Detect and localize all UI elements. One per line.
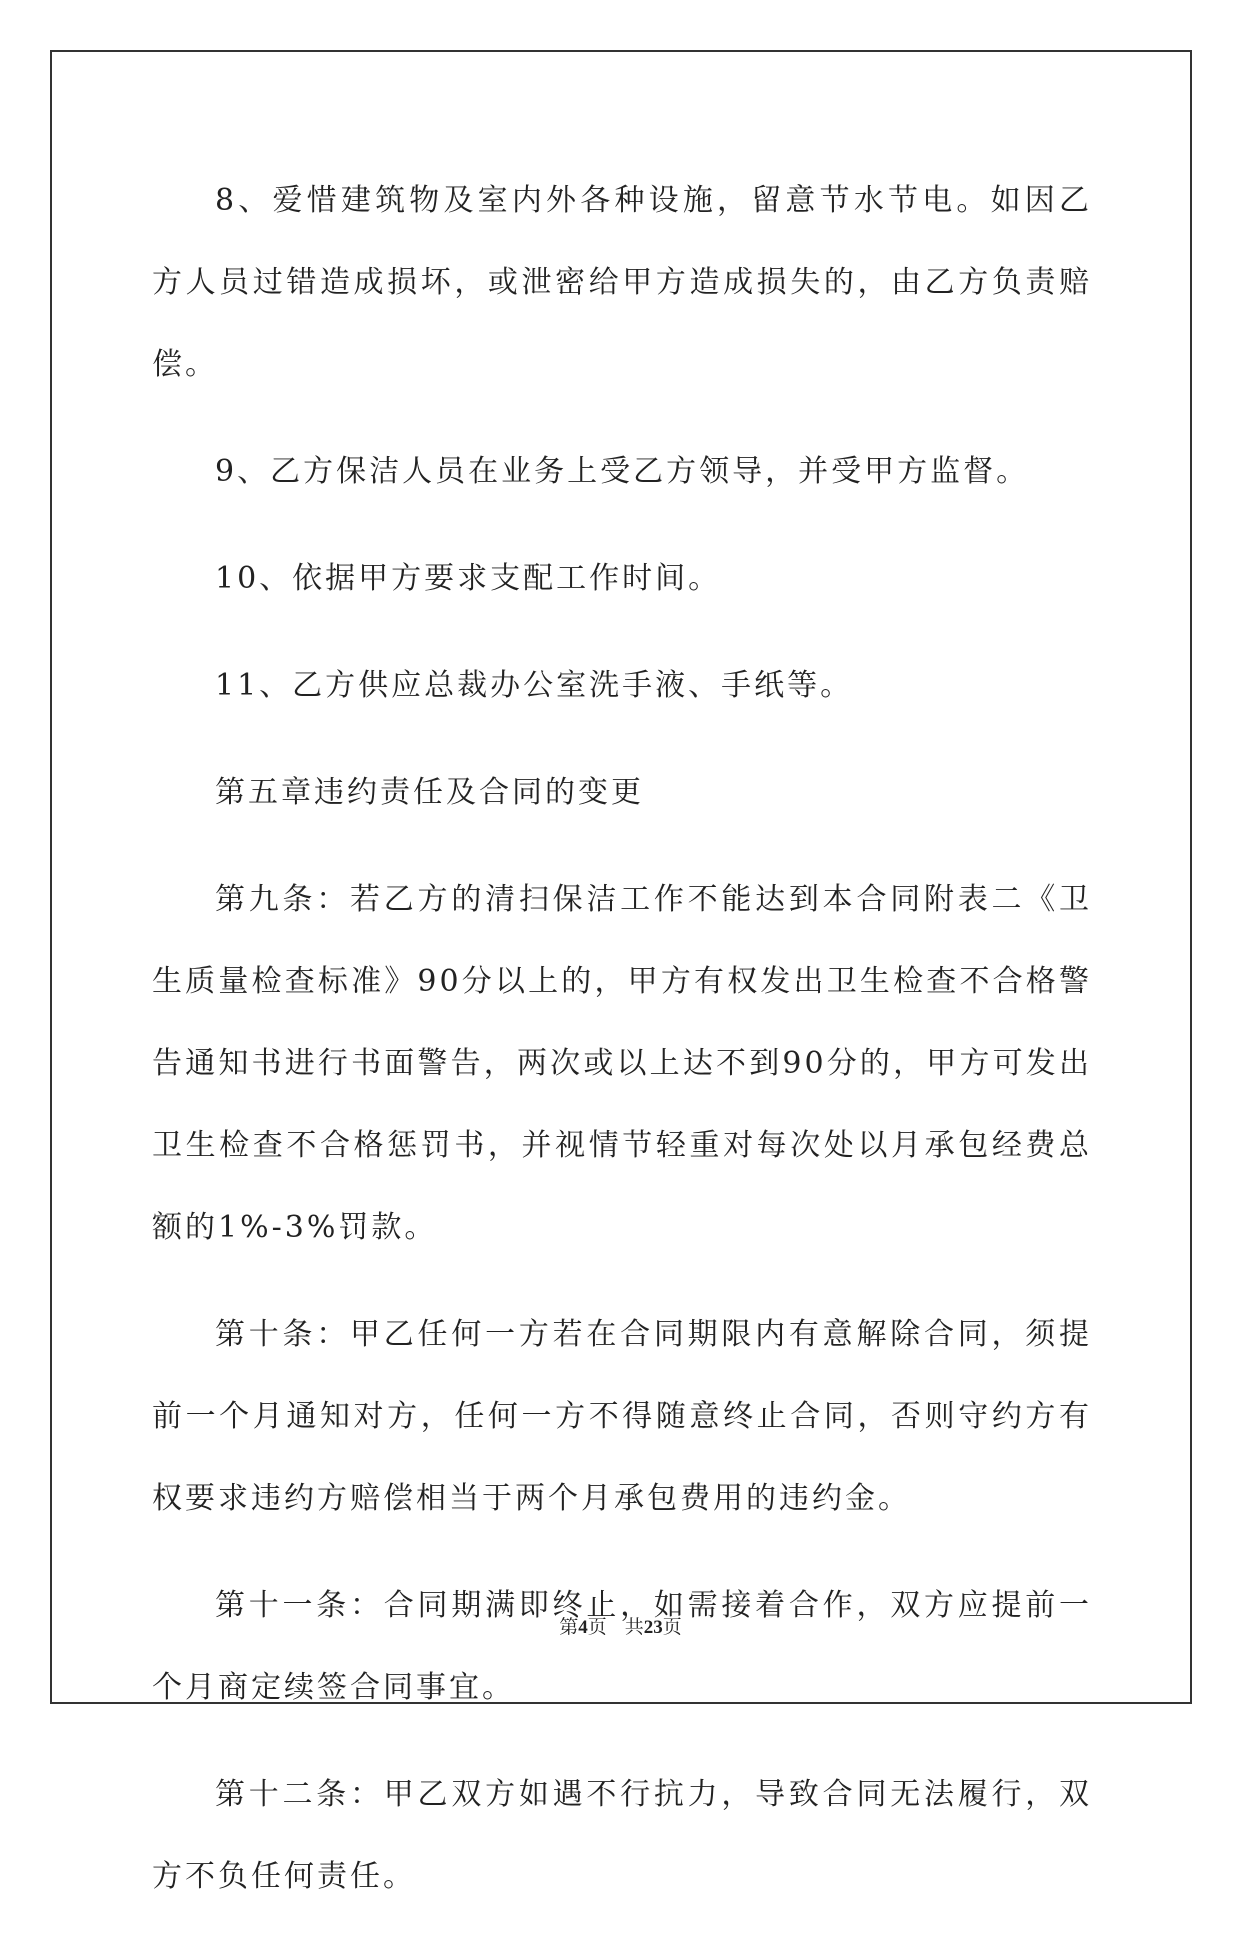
document-body	[152, 160, 1092, 1943]
paragraph-item-8: 8、爱惜建筑物及室内外各种设施，留意节水节电。如因乙方人员过错造成损坏，或泄密给甲方造成损失的，由乙方负责赔偿。	[152, 183, 1092, 382]
article-10: 第十条：甲乙任何一方若在合同期限内有意解除合同，须提前一个月通知对方，任何一方不得随意终止合同，否则守约方有权要求违约方赔偿相当于两个月承包费用的违约金。	[152, 1317, 1092, 1516]
paragraph-item-10: 10、依据甲方要求支配工作时间。	[215, 561, 722, 596]
chapter-heading: 第五章违约责任及合同的变更	[215, 775, 644, 810]
footer-total-prefix: 共	[624, 1617, 644, 1638]
footer-prefix: 第	[559, 1617, 579, 1638]
article-12: 第十二条：甲乙双方如遇不行抗力，导致合同无法履行，双方不负任何责任。	[152, 1777, 1092, 1894]
total-pages-number: 23	[643, 1617, 663, 1638]
paragraph-item-11: 11、乙方供应总裁办公室洗手液、手纸等。	[215, 668, 854, 703]
page-footer	[0, 1612, 1241, 1639]
paragraph-item-9: 9、乙方保洁人员在业务上受乙方领导，并受甲方监督。	[215, 454, 1030, 489]
current-page-number: 4	[578, 1617, 588, 1638]
footer-total-suffix: 页	[662, 1617, 682, 1638]
footer-page-word: 页	[587, 1617, 607, 1638]
article-9: 第九条：若乙方的清扫保洁工作不能达到本合同附表二《卫生质量检查标准》90分以上的，甲方有权发出卫生检查不合格警告通知书进行书面警告，两次或以上达不到90分的，甲方可发出卫生检查不合格惩罚书，并视情节轻重对每次处以月承包经费总额的1%-3%罚款。	[152, 882, 1092, 1245]
article-11: 第十一条：合同期满即终止，如需接着合作，双方应提前一个月商定续签合同事宜。	[152, 1588, 1092, 1705]
